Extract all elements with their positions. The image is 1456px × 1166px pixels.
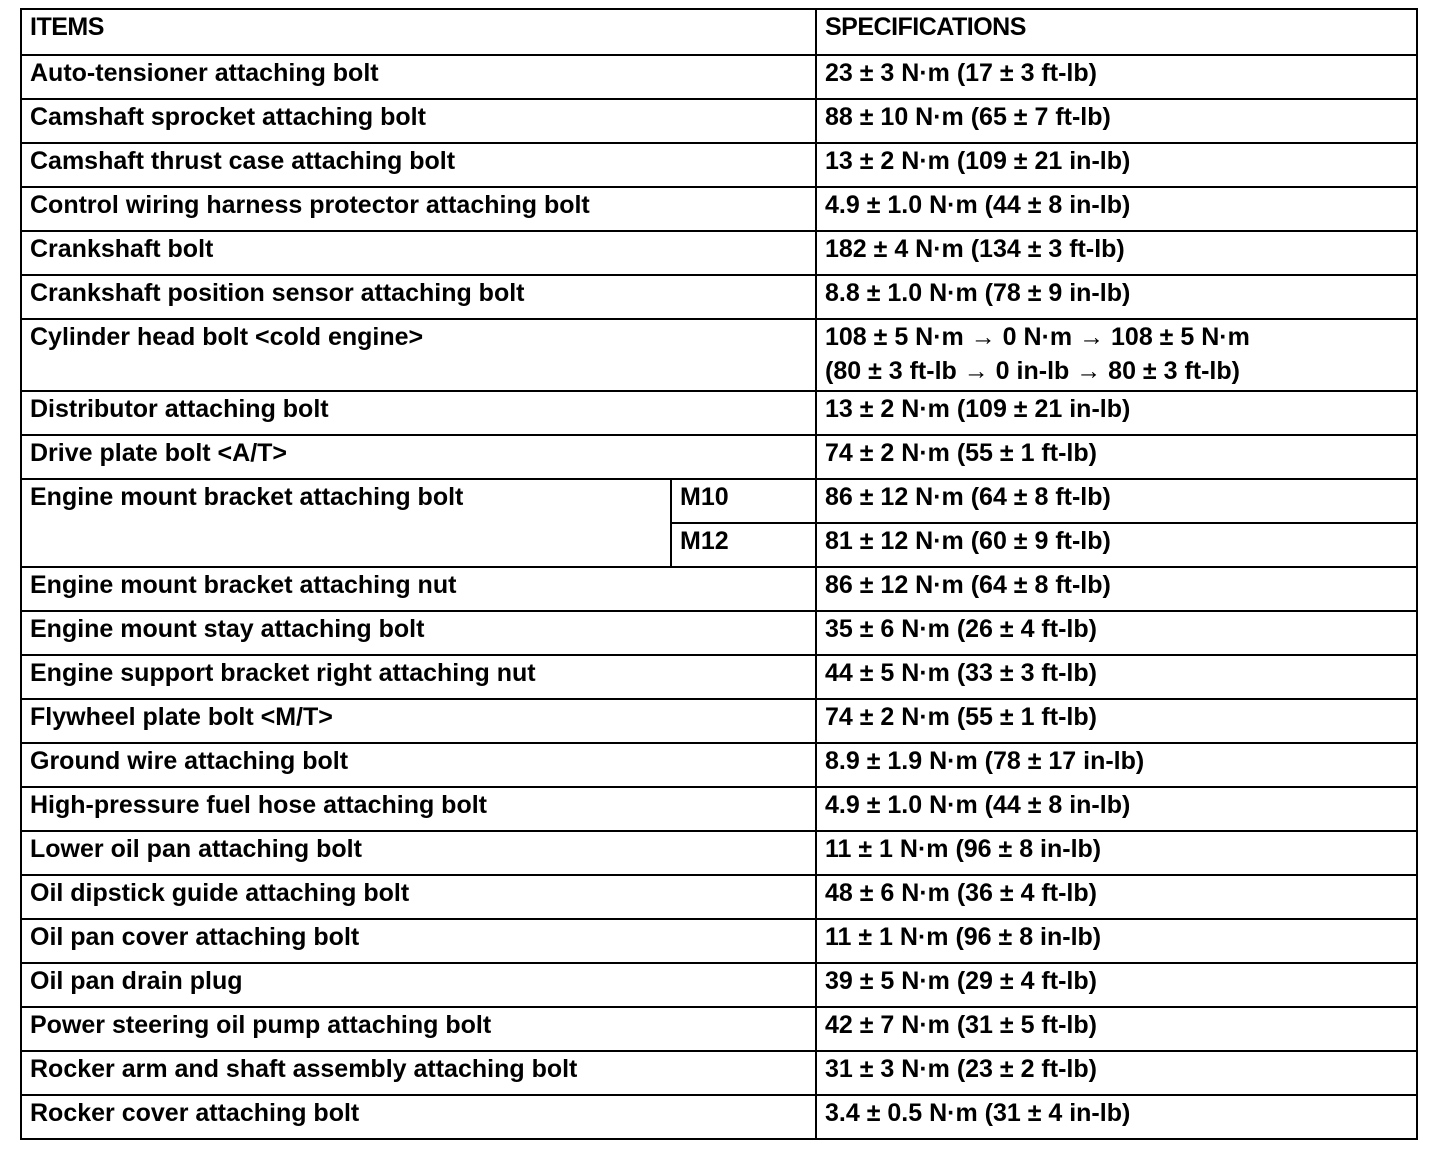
table-row: [21, 831, 1417, 875]
table-row: [21, 187, 1417, 231]
table-header-row: [21, 9, 1417, 55]
spec-cell: 13 ± 2 N·m (109 ± 21 in-lb): [816, 143, 1417, 187]
item-cell: Engine mount bracket attaching bolt: [21, 479, 671, 567]
table-row: [21, 143, 1417, 187]
table-row: [21, 391, 1417, 435]
spec-cell: 13 ± 2 N·m (109 ± 21 in-lb): [816, 391, 1417, 435]
item-cell: Power steering oil pump attaching bolt: [21, 1007, 816, 1051]
items-header: ITEMS: [21, 9, 816, 55]
item-cell: Engine mount bracket attaching nut: [21, 567, 816, 611]
spec-cell: 31 ± 3 N·m (23 ± 2 ft-lb): [816, 1051, 1417, 1095]
bolt-size-cell: M10: [671, 479, 816, 523]
spec-cell: 42 ± 7 N·m (31 ± 5 ft-lb): [816, 1007, 1417, 1051]
torque-spec-table: [20, 8, 1418, 1140]
item-cell: Oil dipstick guide attaching bolt: [21, 875, 816, 919]
table-row: [21, 479, 1417, 523]
spec-cell: 4.9 ± 1.0 N·m (44 ± 8 in-lb): [816, 187, 1417, 231]
table-row: [21, 743, 1417, 787]
specifications-header: SPECIFICATIONS: [816, 9, 1417, 55]
item-cell: Oil pan cover attaching bolt: [21, 919, 816, 963]
spec-cell: 86 ± 12 N·m (64 ± 8 ft-lb): [816, 567, 1417, 611]
item-cell: Control wiring harness protector attaching bolt: [21, 187, 816, 231]
spec-cell: 39 ± 5 N·m (29 ± 4 ft-lb): [816, 963, 1417, 1007]
spec-cell: 11 ± 1 N·m (96 ± 8 in-lb): [816, 919, 1417, 963]
item-cell: Crankshaft bolt: [21, 231, 816, 275]
spec-cell: 182 ± 4 N·m (134 ± 3 ft-lb): [816, 231, 1417, 275]
spec-cell: 4.9 ± 1.0 N·m (44 ± 8 in-lb): [816, 787, 1417, 831]
table-row: [21, 567, 1417, 611]
item-cell: Engine support bracket right attaching nut: [21, 655, 816, 699]
table-row: [21, 435, 1417, 479]
item-cell: High-pressure fuel hose attaching bolt: [21, 787, 816, 831]
table-row: [21, 611, 1417, 655]
item-cell: Oil pan drain plug: [21, 963, 816, 1007]
table-row: [21, 275, 1417, 319]
table-row: [21, 655, 1417, 699]
table-row: [21, 231, 1417, 275]
spec-cell: 86 ± 12 N·m (64 ± 8 ft-lb): [816, 479, 1417, 523]
table-row: [21, 963, 1417, 1007]
table-row: [21, 919, 1417, 963]
item-cell: Drive plate bolt <A/T>: [21, 435, 816, 479]
item-cell: Crankshaft position sensor attaching bolt: [21, 275, 816, 319]
table-row: [21, 1051, 1417, 1095]
item-cell: Engine mount stay attaching bolt: [21, 611, 816, 655]
spec-cell: 74 ± 2 N·m (55 ± 1 ft-lb): [816, 699, 1417, 743]
spec-cell: [816, 319, 1417, 391]
table-row: [21, 875, 1417, 919]
table-row: [21, 319, 1417, 391]
item-cell: Cylinder head bolt <cold engine>: [21, 319, 816, 391]
table-row: [21, 1007, 1417, 1051]
spec-cell: 74 ± 2 N·m (55 ± 1 ft-lb): [816, 435, 1417, 479]
item-cell: Ground wire attaching bolt: [21, 743, 816, 787]
spec-cell: 81 ± 12 N·m (60 ± 9 ft-lb): [816, 523, 1417, 567]
spec-cell: 11 ± 1 N·m (96 ± 8 in-lb): [816, 831, 1417, 875]
item-cell: Rocker cover attaching bolt: [21, 1095, 816, 1139]
item-cell: Flywheel plate bolt <M/T>: [21, 699, 816, 743]
table-row: [21, 55, 1417, 99]
spec-cell: 48 ± 6 N·m (36 ± 4 ft-lb): [816, 875, 1417, 919]
item-cell: Rocker arm and shaft assembly attaching bolt: [21, 1051, 816, 1095]
item-cell: Distributor attaching bolt: [21, 391, 816, 435]
bolt-size-cell: M12: [671, 523, 816, 567]
spec-cell: 35 ± 6 N·m (26 ± 4 ft-lb): [816, 611, 1417, 655]
spec-line-2: (80 ± 3 ft-lb → 0 in-lb → 80 ± 3 ft-lb): [825, 357, 1240, 385]
item-cell: Auto-tensioner attaching bolt: [21, 55, 816, 99]
spec-line-1: 108 ± 5 N·m → 0 N·m → 108 ± 5 N·m: [825, 323, 1250, 351]
spec-cell: 3.4 ± 0.5 N·m (31 ± 4 in-lb): [816, 1095, 1417, 1139]
item-cell: Camshaft thrust case attaching bolt: [21, 143, 816, 187]
table-row: [21, 1095, 1417, 1139]
spec-cell: 8.9 ± 1.9 N·m (78 ± 17 in-lb): [816, 743, 1417, 787]
spec-cell: 44 ± 5 N·m (33 ± 3 ft-lb): [816, 655, 1417, 699]
item-cell: Lower oil pan attaching bolt: [21, 831, 816, 875]
table-row: [21, 787, 1417, 831]
spec-cell: 88 ± 10 N·m (65 ± 7 ft-lb): [816, 99, 1417, 143]
item-cell: Camshaft sprocket attaching bolt: [21, 99, 816, 143]
spec-cell: 23 ± 3 N·m (17 ± 3 ft-lb): [816, 55, 1417, 99]
table-row: [21, 99, 1417, 143]
spec-cell: 8.8 ± 1.0 N·m (78 ± 9 in-lb): [816, 275, 1417, 319]
table-row: [21, 699, 1417, 743]
